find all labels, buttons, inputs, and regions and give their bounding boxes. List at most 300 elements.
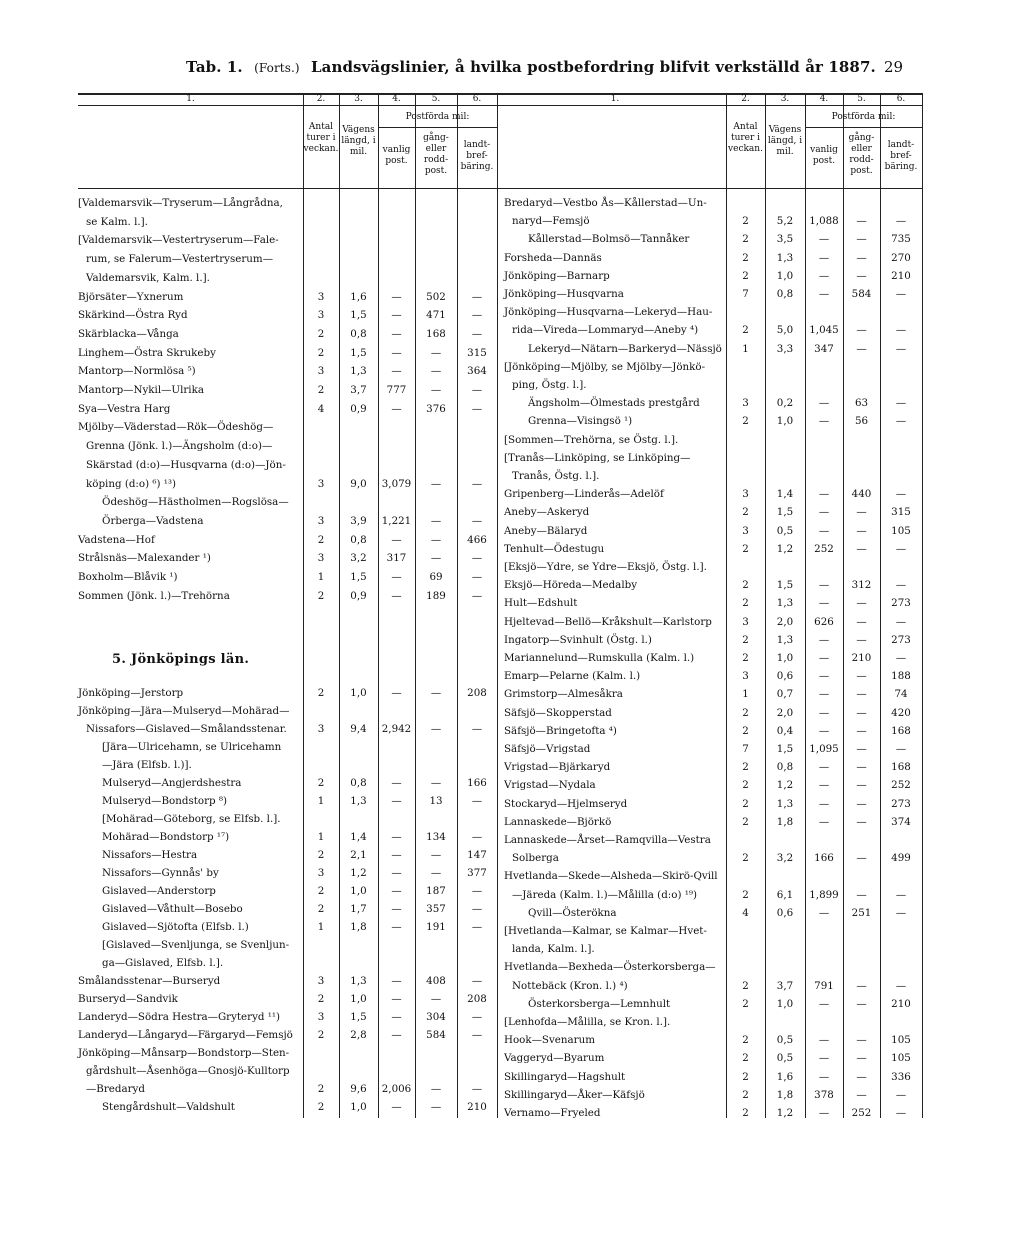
left2-cell-6: —: [471, 831, 483, 843]
left2-cell-3: 1,0: [350, 687, 367, 699]
right-cell-6: 105: [891, 524, 911, 537]
right-colnum-4: 4.: [819, 94, 829, 104]
right-cell-3: 1,2: [776, 542, 794, 555]
right-cell-4: —: [818, 706, 830, 719]
left-cell-6: 315: [467, 346, 487, 359]
left-cell-5: 502: [426, 290, 446, 303]
left-cell-5: 168: [426, 327, 446, 340]
right-cell-2: 2: [742, 815, 749, 828]
right-cell-3: 2,0: [776, 706, 794, 719]
left2-cell-4: —: [391, 831, 402, 843]
left2-cell-4: —: [391, 1029, 402, 1041]
left2-cell-4: —: [391, 795, 402, 807]
right-cell-6: —: [895, 579, 907, 592]
left-cell-4: —: [391, 346, 402, 359]
right-cell-4: —: [818, 1107, 830, 1119]
left2-route-name: Mulseryd—Bondstorp ⁸): [102, 795, 228, 807]
right-cell-5: 252: [851, 1107, 872, 1119]
page-header: [0, 58, 1024, 82]
right-route-name: [Tranås—Linköping, se Linköping—: [504, 451, 691, 464]
right-route-name: Skillingaryd—Åker—Käfsjö: [504, 1088, 645, 1101]
left2-route-name: gårdshult—Åsenhöga—Gnosjö-Kulltorp: [86, 1065, 290, 1077]
right-cell-2: 2: [742, 888, 749, 901]
left-route-name: Skärstad (d:o)—Husqvarna (d:o)—Jön-: [86, 458, 286, 471]
continued-label: (Forts.): [254, 61, 300, 75]
right-cell-4: —: [818, 906, 830, 919]
right-cell-3: 1,0: [776, 269, 794, 282]
left2-cell-5: —: [430, 849, 442, 861]
right-cell-3: 6,1: [776, 888, 794, 901]
left2-cell-6: 208: [467, 687, 487, 699]
left2-cell-3: 1,0: [350, 885, 367, 897]
right-cell-6: —: [895, 342, 907, 355]
left2-cell-2: 1: [317, 921, 325, 933]
right-cell-2: 2: [742, 852, 749, 865]
right-cell-5: 312: [851, 579, 872, 592]
right-cell-4: —: [818, 633, 830, 646]
right-cell-3: 0,5: [776, 524, 794, 537]
left-cell-4: —: [391, 533, 402, 546]
left-cell-6: 364: [467, 365, 487, 378]
right-route-name: ping, Östg. l.].: [512, 379, 587, 391]
left-cell-3: 0,9: [350, 402, 367, 415]
left2-cell-6: —: [471, 975, 483, 987]
right-route-name: Grenna—Visingsö ¹): [528, 415, 633, 428]
right-cell-3: 0,5: [776, 1052, 794, 1065]
right-route-name: Ängsholm—Ölmestads prestgård: [528, 397, 700, 410]
left-head-vagens: Vägens längd, i mil.: [341, 125, 376, 157]
right-cell-6: —: [895, 324, 907, 337]
right-cell-3: 5,0: [776, 324, 794, 337]
right-route-name: Mariannelund—Rumskulla (Kalm. l.): [504, 652, 695, 664]
right-cell-2: 2: [742, 997, 749, 1010]
left-cell-2: 2: [317, 533, 325, 546]
right-cell-6: 374: [891, 815, 911, 828]
right-cell-4: —: [818, 269, 830, 282]
right-cell-6: —: [895, 743, 907, 755]
left2-cell-6: 147: [467, 849, 487, 861]
right-cell-4: —: [818, 415, 830, 428]
left2-cell-4: —: [391, 687, 402, 699]
right-cell-2: 2: [742, 1034, 749, 1047]
left2-route-name: Burseryd—Sandvik: [78, 993, 178, 1005]
right-cell-6: —: [895, 652, 907, 664]
right-cell-2: 2: [742, 1088, 749, 1101]
right-cell-4: 1,045: [809, 324, 839, 337]
right-colnum-1: 1.: [610, 94, 620, 104]
right-cell-5: 251: [851, 906, 872, 919]
number-row-rule: [78, 105, 922, 106]
right-cell-3: 1,3: [776, 597, 794, 610]
page-number: 29: [884, 58, 904, 76]
right-cell-5: —: [856, 215, 867, 228]
running-title: [186, 58, 876, 76]
right-cell-5: —: [856, 251, 867, 264]
right-route-name: Hook—Svenarum: [504, 1034, 595, 1047]
left-cell-6: —: [471, 402, 483, 415]
right-cell-5: —: [856, 524, 867, 537]
right-cell-3: 1,2: [776, 779, 794, 792]
left2-cell-5: 13: [429, 795, 443, 807]
right-route-name: Forsheda—Dannäs: [504, 251, 602, 264]
right-cell-6: 273: [891, 597, 911, 610]
left-vline-1: [339, 93, 340, 1118]
left-head-landt: landt- bref- bäring.: [460, 140, 494, 172]
right-cell-6: 315: [891, 506, 911, 519]
right-route-name: Vernamo—Fryeled: [504, 1107, 601, 1119]
right-cell-5: —: [856, 743, 867, 755]
left2-route-name: Stengårdshult—Valdshult: [102, 1101, 235, 1113]
right-colnum-3: 3.: [780, 94, 790, 104]
right-cell-3: 1,5: [776, 506, 794, 519]
right-route-name: Gripenberg—Linderås—Adelöf: [504, 488, 664, 501]
right-cell-5: —: [856, 888, 867, 901]
left-cell-6: —: [471, 290, 483, 303]
right-cell-6: 210: [891, 269, 911, 282]
left-route-name: köping (d:o) ⁶) ¹³): [86, 477, 177, 490]
right-cell-5: —: [856, 1034, 867, 1047]
left-vline-5: [497, 93, 498, 1118]
right-route-name: Jönköping—Husqvarna: [504, 288, 624, 300]
right-cell-2: 2: [742, 215, 749, 228]
right-cell-5: —: [856, 615, 867, 628]
right-cell-6: 210: [891, 997, 911, 1010]
right-cell-2: 3: [742, 615, 749, 628]
right-cell-6: 336: [891, 1070, 911, 1083]
right-postforda-rule: [805, 127, 922, 128]
right-cell-4: —: [818, 1070, 830, 1083]
right-cell-4: —: [818, 233, 830, 246]
right-cell-3: 0,6: [776, 670, 794, 683]
left-cell-2: 4: [317, 402, 325, 415]
left-cell-6: —: [471, 327, 483, 340]
right-colnum-6: 6.: [896, 94, 906, 104]
right-route-name: Aneby—Bälaryd: [504, 524, 588, 537]
left2-cell-6: —: [471, 723, 483, 735]
right-cell-2: 2: [742, 324, 749, 337]
right-route-name: [Sommen—Trehörna, se Östg. l.].: [504, 433, 679, 446]
left2-route-name: Jönköping—Månsarp—Bondstorp—Sten-: [78, 1047, 290, 1059]
left-cell-3: 1,6: [350, 290, 367, 303]
right-cell-3: 1,0: [776, 997, 794, 1010]
left2-cell-4: —: [391, 921, 402, 933]
right-route-name: rida—Vireda—Lommaryd—Aneby ⁴): [512, 324, 699, 337]
left2-cell-3: 9,6: [350, 1083, 367, 1095]
right-cell-6: —: [895, 1107, 907, 1119]
left2-route-name: Nissafors—Gislaved—Smålandsstenar.: [86, 723, 287, 735]
right-cell-3: 1,2: [776, 1107, 794, 1119]
left2-cell-4: 2,942: [381, 723, 412, 735]
left-cell-3: 1,5: [350, 346, 367, 359]
right-cell-5: 440: [851, 488, 872, 501]
right-cell-2: 7: [742, 743, 749, 755]
left-route-name: [Valdemarsvik—Vestertryserum—Fale-: [78, 234, 279, 247]
right-cell-4: —: [818, 779, 830, 792]
right-cell-6: 252: [891, 779, 911, 792]
left2-cell-5: 408: [426, 975, 446, 987]
right-cell-5: —: [856, 688, 867, 701]
left2-cell-6: —: [471, 1011, 483, 1023]
right-route-name: Bredaryd—Vestbo Ås—Kållerstad—Un-: [504, 197, 707, 209]
left2-cell-2: 2: [317, 1083, 325, 1095]
right-cell-5: —: [856, 779, 867, 792]
left-cell-4: 317: [386, 552, 407, 565]
left2-cell-4: —: [391, 885, 402, 897]
left-route-name: Grenna (Jönk. l.)—Ängsholm (d:o)—: [86, 440, 273, 453]
left-head-gang: gång- eller rodd- post.: [423, 133, 449, 176]
left-route-name: Mantorp—Nykil—Ulrika: [78, 384, 204, 396]
left2-cell-3: 1,4: [350, 831, 367, 843]
left2-route-name: Nissafors—Hestra: [102, 849, 198, 861]
right-route-name: Vrigstad—Nydala: [504, 779, 596, 792]
right-cell-4: —: [818, 688, 830, 701]
right-cell-6: —: [895, 615, 907, 628]
right-cell-5: —: [856, 1052, 867, 1065]
left-vline-3: [415, 93, 416, 1118]
left2-cell-2: 2: [317, 885, 325, 897]
right-cell-2: 2: [742, 1052, 749, 1065]
left2-route-name: [Jära—Ulricehamn, se Ulricehamn: [102, 741, 282, 753]
left-cell-5: —: [430, 384, 442, 396]
right-cell-2: 4: [742, 906, 749, 919]
left2-cell-2: 3: [317, 867, 325, 879]
left2-route-name: Gislaved—Våthult—Bosebo: [102, 903, 243, 915]
right-cell-3: 0,5: [776, 1034, 794, 1047]
right-cell-2: 1: [742, 342, 749, 355]
right-cell-5: —: [856, 997, 867, 1010]
left-cell-5: 471: [426, 309, 446, 322]
left-cell-3: 3,7: [350, 384, 367, 396]
left2-cell-2: 3: [317, 1011, 325, 1023]
left-route-name: [Valdemarsvik—Tryserum—Långrådna,: [78, 197, 283, 209]
right-head-vagens: Vägens längd, i mil.: [767, 125, 803, 157]
right-route-name: Skillingaryd—Hagshult: [504, 1070, 626, 1083]
left-cell-2: 2: [317, 346, 325, 359]
right-cell-3: 0,4: [776, 724, 794, 737]
left2-cell-2: 2: [317, 1101, 325, 1113]
right-cell-6: —: [895, 415, 907, 428]
left-cell-6: —: [471, 589, 483, 602]
left2-cell-6: 210: [467, 1101, 487, 1113]
right-cell-3: 3,2: [776, 852, 794, 865]
left-cell-6: —: [471, 384, 483, 396]
right-cell-6: 499: [891, 852, 911, 865]
left-route-name: Skärblacka—Vånga: [78, 327, 179, 340]
left2-cell-3: 1,0: [350, 1101, 367, 1113]
right-cell-4: 626: [814, 615, 834, 628]
right-cell-2: 2: [742, 579, 749, 592]
right-cell-5: 56: [854, 415, 869, 428]
left2-cell-2: 2: [317, 849, 325, 861]
right-route-name: Stockaryd—Hjelmseryd: [504, 797, 628, 810]
right-route-name: Lekeryd—Nätarn—Barkeryd—Nässjö: [528, 342, 722, 355]
right-cell-2: 2: [742, 1107, 749, 1119]
right-head-vanlig: vanlig post.: [810, 145, 838, 166]
left-route-name: Sya—Vestra Harg: [78, 402, 171, 415]
left-cell-2: 2: [317, 589, 325, 602]
right-route-name: Vaggeryd—Byarum: [504, 1052, 605, 1065]
right-head-gang: gång- eller rodd- post.: [848, 133, 875, 176]
left-cell-2: 3: [317, 514, 325, 527]
left-vline-4: [457, 93, 458, 1118]
left-route-name: Mantorp—Normlösa ⁵): [78, 365, 196, 378]
right-cell-2: 2: [742, 706, 749, 719]
left2-cell-2: 3: [317, 975, 325, 987]
left2-route-name: —Jära (Elfsb. l.)].: [102, 759, 192, 771]
right-route-name: Tenhult—Ödestugu: [504, 542, 605, 555]
right-cell-4: 791: [814, 979, 834, 992]
right-cell-3: 0,8: [776, 288, 794, 300]
left-cell-4: —: [391, 365, 402, 378]
left-colnum-5: 5.: [431, 94, 441, 104]
left-cell-4: —: [391, 309, 402, 322]
right-cell-3: 1,6: [776, 1070, 794, 1083]
left2-cell-3: 9,4: [350, 723, 367, 735]
right-cell-2: 7: [742, 288, 749, 300]
left-cell-2: 3: [317, 309, 325, 322]
right-cell-5: —: [856, 670, 867, 683]
left2-route-name: Jönköping—Jära—Mulseryd—Mohärad—: [78, 705, 290, 717]
right-cell-2: 2: [742, 652, 749, 664]
right-route-name: [Hvetlanda—Kalmar, se Kalmar—Hvet-: [504, 925, 707, 937]
right-cell-4: —: [818, 597, 830, 610]
left-cell-3: 1,5: [350, 571, 367, 583]
right-cell-3: 5,2: [776, 215, 794, 228]
right-route-name: Qvill—Österökna: [528, 906, 617, 919]
left2-cell-3: 1,5: [350, 1011, 367, 1023]
left-cell-3: 3,9: [350, 514, 367, 527]
left-cell-4: 3,079: [381, 477, 412, 490]
left2-cell-4: —: [391, 849, 402, 861]
right-cell-3: 3,3: [776, 342, 794, 355]
right-route-name: Eksjö—Höreda—Medalby: [504, 579, 638, 592]
right-route-name: Hjeltevad—Bellö—Kråkshult—Karlstorp: [504, 615, 712, 628]
left-cell-6: —: [471, 309, 483, 322]
right-cell-6: 74: [894, 688, 908, 701]
right-cell-3: 1,5: [776, 579, 794, 592]
right-route-name: Hvetlanda—Bexheda—Österkorsberga—: [504, 961, 716, 974]
left2-route-name: Smålandsstenar—Burseryd: [78, 975, 221, 987]
right-route-name: Kållerstad—Bolmsö—Tannåker: [528, 233, 690, 246]
right-cell-6: 105: [891, 1034, 911, 1047]
left-cell-3: 1,3: [350, 365, 367, 378]
right-route-name: Nottebäck (Kron. l.) ⁴): [512, 979, 628, 992]
right-cell-5: —: [856, 815, 867, 828]
left2-cell-6: —: [471, 885, 483, 897]
right-cell-5: —: [856, 706, 867, 719]
left-head-antal: Antal turer i veckan.: [303, 122, 339, 154]
left-route-name: Boxholm—Blåvik ¹): [78, 571, 178, 583]
left-cell-5: —: [430, 346, 442, 359]
right-cell-3: 1,8: [776, 1088, 794, 1101]
right-route-name: [Jönköping—Mjölby, se Mjölby—Jönkö-: [504, 360, 706, 373]
right-cell-5: —: [856, 724, 867, 737]
right-cell-6: 735: [891, 233, 911, 246]
left2-route-name: Landeryd—Södra Hestra—Gryteryd ¹¹): [78, 1011, 281, 1023]
left2-cell-3: 1,8: [350, 921, 367, 933]
right-cell-5: —: [856, 597, 867, 610]
left2-route-name: Gislaved—Anderstorp: [102, 885, 216, 897]
left-colnum-3: 3.: [354, 94, 363, 104]
left2-cell-5: —: [430, 723, 442, 735]
left-cell-4: —: [391, 290, 402, 303]
right-cell-3: 1,5: [776, 743, 794, 755]
right-cell-6: —: [895, 1088, 907, 1101]
right-cell-5: —: [856, 797, 867, 810]
left2-cell-3: 1,7: [350, 903, 367, 915]
left2-cell-6: —: [471, 903, 483, 915]
left2-cell-4: 2,006: [381, 1083, 412, 1095]
left2-cell-5: 357: [426, 903, 446, 915]
right-cell-5: —: [856, 1070, 867, 1083]
right-cell-5: —: [856, 269, 867, 282]
right-cell-6: 273: [891, 633, 911, 646]
left-cell-5: —: [430, 552, 442, 565]
right-cell-5: 584: [851, 288, 872, 300]
right-cell-6: —: [895, 888, 907, 901]
left-route-name: Sommen (Jönk. l.)—Trehörna: [78, 589, 230, 602]
left-route-name: Linghem—Östra Skrukeby: [78, 346, 216, 359]
right-cell-4: —: [818, 288, 830, 300]
right-cell-2: 2: [742, 761, 749, 774]
right-route-name: [Lenhofda—Målilla, se Kron. l.].: [504, 1016, 671, 1028]
left2-cell-2: 2: [317, 1029, 325, 1041]
right-cell-3: 2,0: [776, 615, 794, 628]
right-cell-3: 1,4: [776, 488, 794, 501]
left-head-postforda: Postförda mil:: [405, 112, 470, 122]
left2-cell-5: —: [430, 867, 442, 879]
right-cell-2: 2: [742, 251, 749, 264]
left-cell-5: 189: [426, 589, 446, 602]
left-cell-3: 0,8: [350, 533, 367, 546]
right-cell-2: 2: [742, 597, 749, 610]
right-cell-6: 273: [891, 797, 911, 810]
right-cell-4: —: [818, 670, 830, 683]
right-cell-3: 3,5: [776, 233, 794, 246]
left-route-name: Vadstena—Hof: [78, 533, 155, 546]
left-vline-2: [378, 93, 379, 1118]
right-route-name: Hult—Edshult: [504, 597, 578, 610]
right-cell-3: 1,8: [776, 815, 794, 828]
right-cell-5: —: [856, 852, 867, 865]
left-cell-6: 466: [467, 533, 487, 546]
left2-route-name: Nissafors—Gynnås' by: [102, 867, 219, 879]
left-cell-4: 1,221: [381, 514, 412, 527]
right-head-antal: Antal turer i veckan.: [728, 122, 763, 154]
left2-cell-5: 584: [426, 1029, 446, 1041]
left2-cell-6: —: [471, 1029, 483, 1041]
left2-cell-5: —: [430, 777, 442, 789]
right-cell-5: —: [856, 761, 867, 774]
left2-cell-4: —: [391, 867, 402, 879]
right-cell-2: 2: [742, 797, 749, 810]
left2-cell-4: —: [391, 903, 402, 915]
right-route-name: Jönköping—Barnarp: [504, 269, 610, 282]
left2-cell-2: 2: [317, 777, 325, 789]
left-cell-3: 0,8: [350, 327, 367, 340]
left-cell-4: 777: [386, 384, 407, 396]
left2-cell-3: 2,1: [350, 849, 367, 861]
left2-cell-2: 2: [317, 993, 325, 1005]
right-cell-4: —: [818, 797, 830, 810]
left2-cell-5: —: [430, 687, 442, 699]
left2-cell-4: —: [391, 1011, 402, 1023]
right-cell-3: 1,3: [776, 251, 794, 264]
right-route-name: Ingatorp—Svinhult (Östg. l.): [504, 633, 652, 646]
left-cell-2: 2: [317, 384, 325, 396]
right-cell-2: 3: [742, 488, 749, 501]
table-title: Landsvägslinier, å hvilka postbefordring blifvit verkställd år 1887.: [311, 58, 876, 76]
